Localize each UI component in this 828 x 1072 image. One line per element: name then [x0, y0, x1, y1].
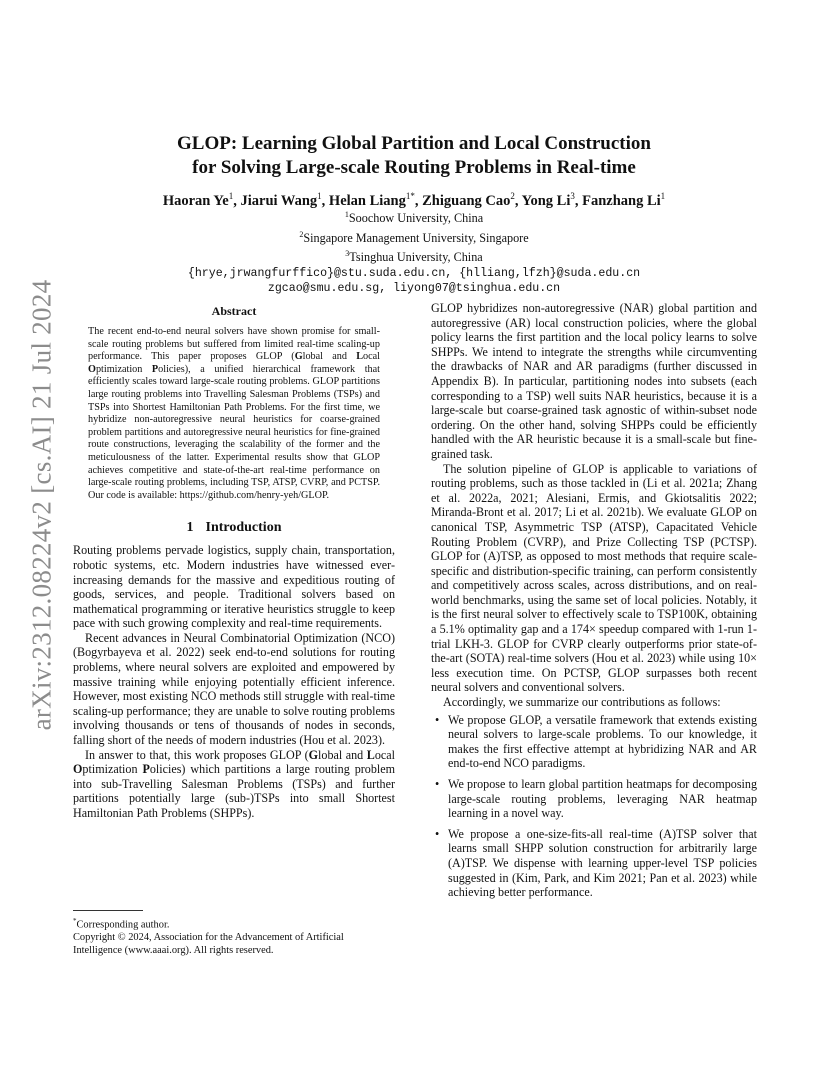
acronym-letter: P — [151, 363, 159, 375]
abstract-part: ptimization — [95, 363, 152, 375]
author-list: Haoran Ye$^1$, Jiarui Wang$^1$, Helan Liang$^{1*}$, Zhiguang Cao$^2$, Yong Li$^3$, Fanzhang Li$^1$ — [162, 191, 666, 209]
bullet-icon: • — [435, 777, 440, 791]
section-heading-introduction — [73, 520, 395, 536]
affiliation-mark: 3 — [345, 249, 350, 259]
affiliation-name: Soochow University, China — [348, 211, 484, 226]
list-item-text: We propose GLOP, a versatile framework that extends existing neural solvers to large-scale problems. To our knowledge, it makes the first effective attempt at hybridizing NAR and AR end-to-end NCO paradigms. — [448, 712, 757, 771]
abstract-part: lobal and — [302, 351, 357, 363]
author-name: Zhiguang Cao — [422, 192, 511, 209]
right-paragraph-1: GLOP hybridizes non-autoregressive (NAR) global partition and autoregressive (AR) local construction policies, where the global policy learns the first partition and the local policy learns to solve SHPPs. We intend to integrate the strengths while circumventing the drawbacks of NAR and AR paradigms (further discussed in Appendix B). In particular, partitioning nodes into subsets (each corresponding to a TSP) well suits NAR heuristics, because it is a large-scale but coarse-grained task agnostic of within-subset node ordering. On the other hand, solving SHPPs could be efficiently handled with the AR heuristic because it is a small-scale but fine-grained task. — [431, 301, 757, 461]
acronym-letter: O — [88, 363, 96, 375]
bullet-icon: • — [435, 826, 440, 841]
author-mark: 2 — [510, 191, 515, 201]
footnote-text: Corresponding author. — [76, 919, 170, 931]
paper-title — [60, 132, 768, 180]
abstract-part: The recent end-to-end neural solvers have shown promise for small-scale routing problems but suffered from limited real-time scaling-up performance. This paper proposes GLOP ( — [88, 326, 380, 363]
text-part: lobal and — [318, 747, 367, 762]
list-item — [431, 777, 757, 821]
list-item-text: We propose to learn global partition heatmaps for decomposing large-scale routing problems, leveraging NAR heatmap learning in a novel way. — [448, 777, 757, 821]
author-mark: 1* — [405, 191, 415, 201]
right-paragraph-2: The solution pipeline of GLOP is applicable to variations of routing problems, such as those tackled in (Li et al. 2021a; Zhang et al. 2022a, 2021; Alesiani, Ermis, and Gkiotsalitis 2022; Miranda-Bront et al. 2017; Li et al. 2021b). We evaluate GLOP on canonical TSP, Asymmetric TSP (ATSP), Capacitated Vehicle Routing Problem (CVRP), and Prize Collecting TSP (PCTSP). GLOP for (A)TSP, as opposed to most methods that require scale-specific and distribution-specific training, can perform consistently and competitively across scales, across distributions, and on real-world benchmarks, using the same set of local policies. Notably, it is the first neural solver to effectively scale to TSP100K, obtaining a 5.1% optimality gap and a 174× speedup compared with 1-run 1-trial LKH-3. GLOP for CVRP clearly outperforms prior state-of-the-art (SOTA) real-time solvers (Hou et al. 2023) while using 10× less execution time. On PCTSP, GLOP surpasses both recent neural solvers and conventional solvers. — [431, 461, 757, 695]
abstract-part: ocal — [363, 351, 380, 363]
title-line-1: GLOP: Learning Global Partition and Local Construction — [177, 133, 651, 154]
acronym-letter: L — [356, 351, 364, 363]
contributions-list — [431, 713, 757, 900]
text-part: In answer to that, this work proposes GLOP ( — [85, 747, 309, 762]
author-name: Jiarui Wang — [240, 192, 318, 209]
affiliation-mark: 2 — [299, 229, 304, 239]
acronym-letter: O — [73, 762, 83, 777]
footnote — [73, 910, 395, 958]
footnote-rule — [73, 910, 143, 911]
email-line-2: zgcao@smu.edu.sg, liyong07@tsinghua.edu.cn — [267, 282, 561, 296]
copyright-notice: Copyright © 2024, Association for the Advancement of Artificial Intelligence (www.aaai.org). All rights reserved. — [73, 932, 344, 957]
section-title: Introduction — [205, 520, 282, 536]
abstract-part: olicies), a unified hierarchical framework that efficiently scales toward large-scale routing problems. GLOP partitions large routing problems into Travelling Salesman Problems (TSPs) and TSPs into Shortest Hamiltonian Path Problems. For the first time, we hybridize non-autoregressive neural heuristics for coarse-grained problem partitions and autoregressive neural heuristics for fine-grained route constructions, leveraging the scalability of the former and the meticulousness of the latter. Experimental results show that GLOP achieves competitive and state-of-the-art real-time performance on large-scale routing problems, including TSP, ATSP, CVRP, and PCTSP. Our code is available: https://github.com/henry-yeh/GLOP. — [88, 363, 380, 501]
acronym-letter: P — [142, 762, 150, 777]
intro-paragraph-2: Recent advances in Neural Combinatorial Optimization (NCO) (Bogyrbayeva et al. 2022) seek end-to-end solutions for routing problems, where neural solvers are exploited and empowered by massive training while enjoying potentially efficient inference. However, most existing NCO methods still struggle with real-time scaling-up performance; they are unable to solve routing problems involving thousands or tens of thousands of nodes in seconds, falling short of the needs of modern industries (Hou et al. 2023). — [73, 630, 395, 748]
text-part: ptimization — [82, 762, 143, 777]
right-paragraph-3: Accordingly, we summarize our contributions as follows: — [443, 695, 721, 710]
email-line-1: {hrye,jrwangfurffico}@stu.suda.edu.cn, {hlliang,lfzh}@suda.edu.cn — [187, 266, 641, 280]
abstract-text — [88, 326, 380, 502]
author-name: Yong Li — [521, 192, 571, 209]
affiliation-name: Tsinghua University, China — [349, 250, 483, 265]
affiliation — [60, 227, 768, 247]
author-name: Fanzhang Li — [582, 192, 661, 209]
author-name: Helan Liang — [328, 192, 406, 209]
affiliation-name: Singapore Management University, Singapore — [303, 230, 529, 245]
author-mark: 3 — [570, 191, 575, 201]
left-column — [73, 304, 395, 821]
section-number: 1 — [186, 520, 194, 536]
author-name: Haoran Ye — [162, 192, 229, 209]
arxiv-watermark-text: arXiv:2312.08224v2 [cs.AI] 21 Jul 2024 — [26, 279, 57, 731]
affiliations — [60, 207, 768, 297]
acronym-letter: L — [366, 747, 375, 762]
affiliation-mark: 1 — [344, 210, 349, 219]
acronym-letter: G — [294, 351, 303, 363]
author-mark: 1 — [660, 191, 666, 201]
author-mark: 1 — [317, 191, 322, 201]
text-part: ocal — [374, 747, 395, 762]
footnote-mark: * — [73, 917, 77, 925]
affiliation — [60, 246, 768, 266]
text-part: olicies) which partitions a large routing problem into sub-Travelling Salesman Problems (TSPs) and further partitions potentially large (sub-)TSPs into small Shortest Hamiltonian Path Problems (SHPPs). — [73, 762, 396, 820]
bullet-icon: • — [435, 712, 440, 727]
acronym-letter: G — [308, 747, 319, 762]
intro-paragraph-3 — [73, 748, 395, 821]
arxiv-watermark — [22, 279, 62, 731]
list-item-text: We propose a one-size-fits-all real-time (A)TSP solver that learns small SHPP solution construction for arbitrarily large (A)TSP. We dispense with learning upper-level TSP policies suggested in (Kim, Park, and Kim 2021; Pan et al. 2023) while achieving better performance. — [448, 826, 757, 900]
author-mark: 1 — [228, 191, 234, 201]
right-column — [431, 301, 757, 906]
footnote-corresponding — [73, 915, 395, 932]
affiliation — [60, 207, 768, 227]
list-item — [431, 713, 757, 771]
abstract-heading: Abstract — [211, 304, 257, 318]
list-item — [431, 827, 757, 900]
intro-paragraph-1: Routing problems pervade logistics, supply chain, transportation, robotic systems, etc. Modern industries have witnessed ever-increasing demands for the massive and expeditious routing of goods, services, and people. Traditional solvers based on mathematical programming or iterative heuristics struggle to keep pace with such growing complexity and real-time requirements. — [73, 543, 395, 631]
title-line-2: for Solving Large-scale Routing Problems in Real-time — [192, 157, 636, 178]
